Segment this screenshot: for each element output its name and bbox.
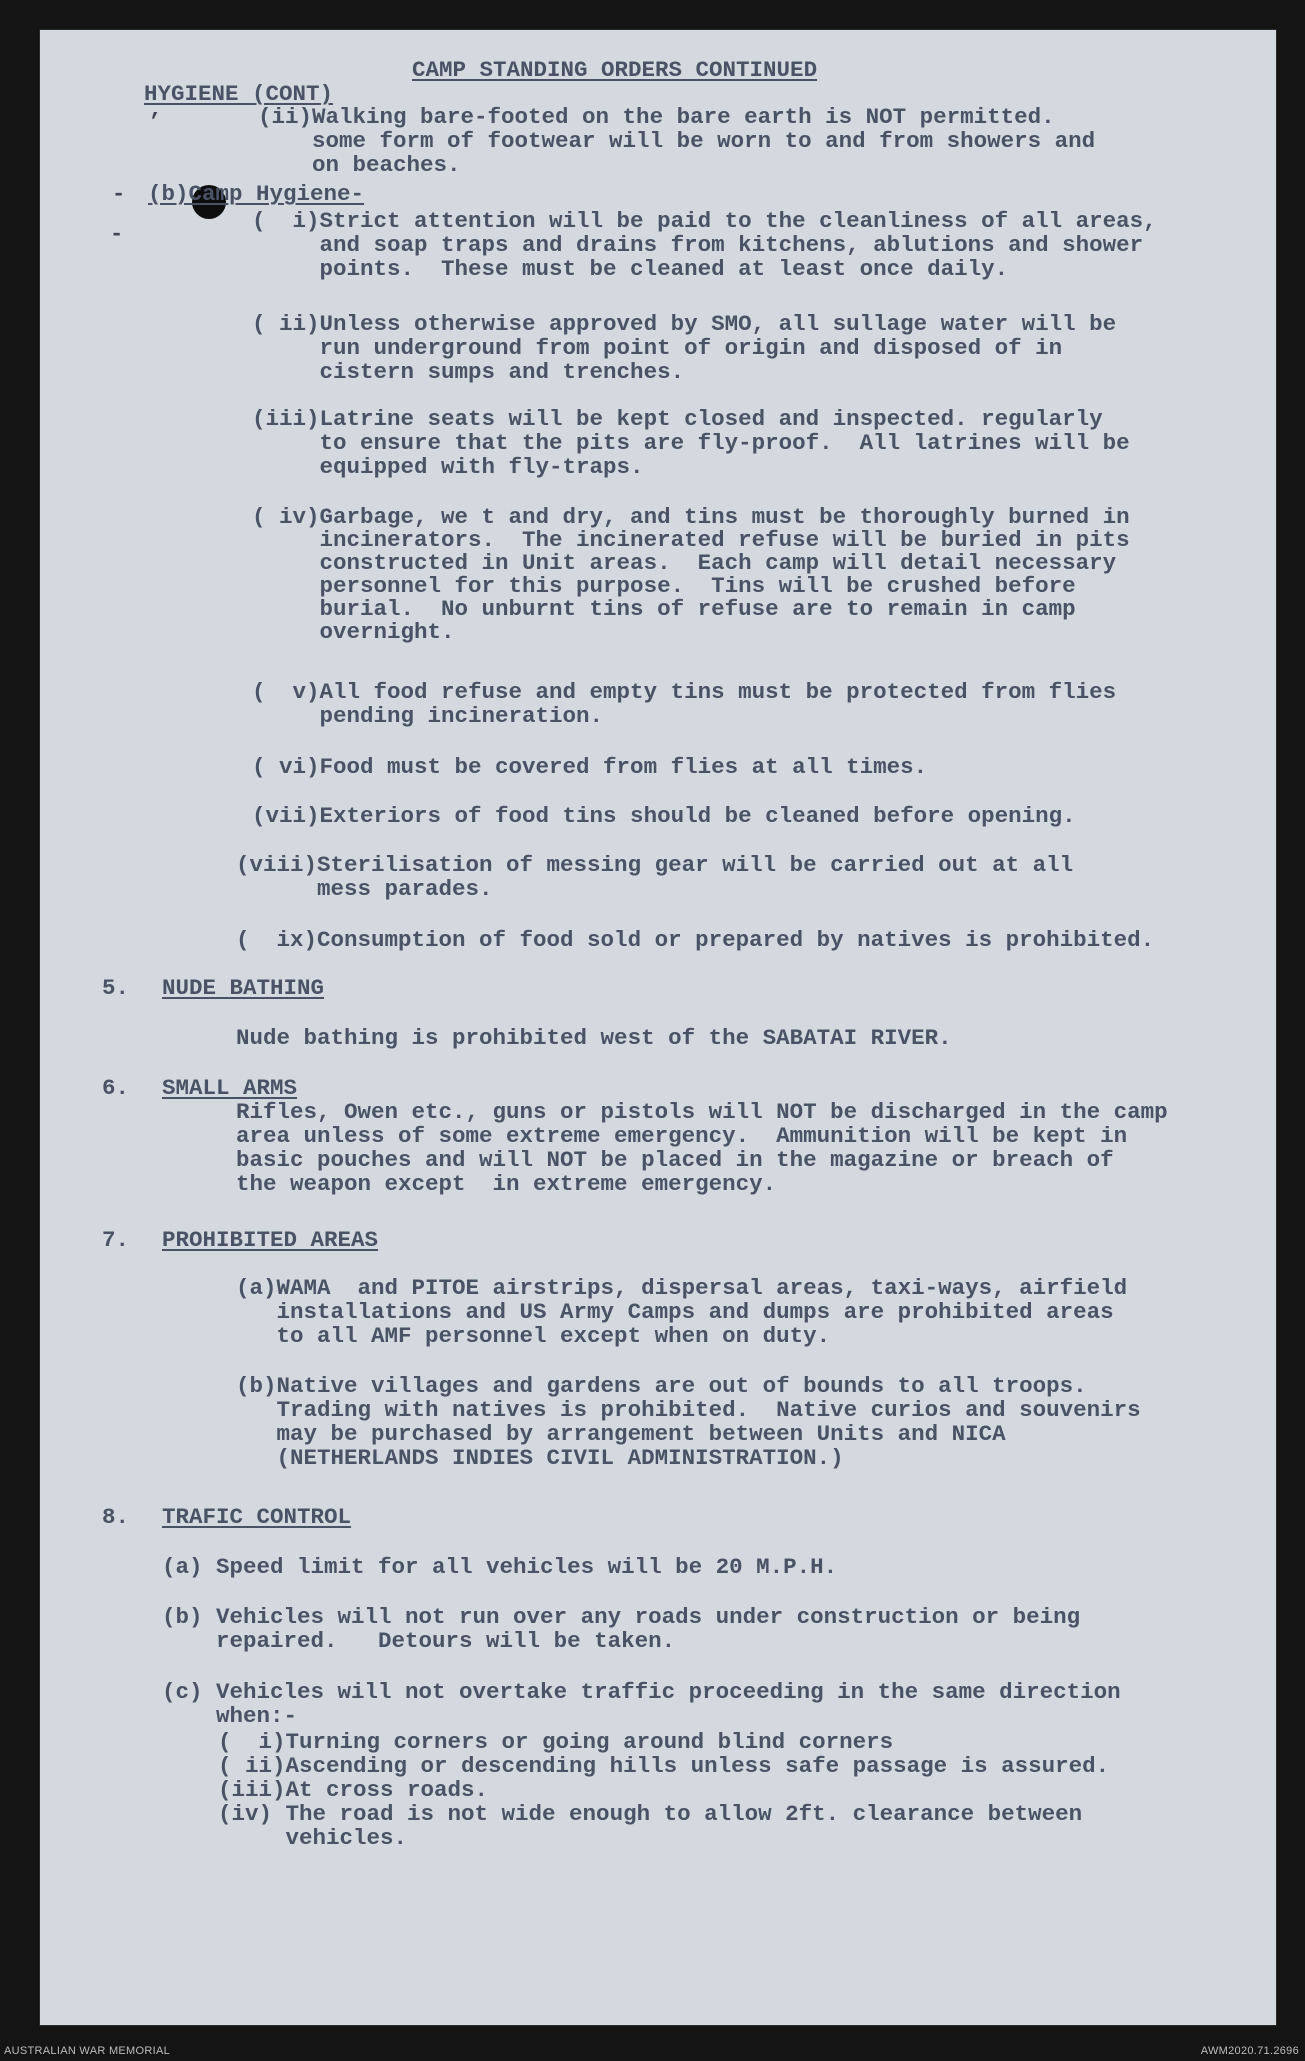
- paragraph-line: and soap traps and drains from kitchens, ablutions and shower: [252, 232, 1144, 258]
- footer-accession-number: AWM2020.71.2696: [1200, 2045, 1299, 2057]
- paragraph-line: installations and US Army Camps and dumps are prohibited areas: [236, 1299, 1114, 1325]
- paragraph-line: ( ii)Unless otherwise approved by SMO, all sullage water will be: [252, 311, 1117, 337]
- paragraph-line: the weapon except in extreme emergency.: [236, 1171, 777, 1197]
- paragraph-line: (b) Vehicles will not run over any roads under construction or being: [162, 1604, 1081, 1630]
- hygiene-heading: HYGIENE (CONT): [144, 81, 334, 107]
- paragraph-line: (NETHERLANDS INDIES CIVIL ADMINISTRATION.): [236, 1445, 844, 1471]
- paragraph-line: (a)WAMA and PITOE airstrips, dispersal areas, taxi-ways, airfield: [236, 1275, 1128, 1301]
- section-heading: PROHIBITED AREAS: [162, 1227, 379, 1253]
- paragraph-line: (iii)Latrine seats will be kept closed and inspected. regularly: [252, 406, 1103, 432]
- paragraph-line: repaired. Detours will be taken.: [162, 1628, 676, 1654]
- paragraph-line: ( ix)Consumption of food sold or prepared by natives is prohibited.: [236, 927, 1155, 953]
- paragraph-line: (iii)At cross roads.: [218, 1777, 489, 1803]
- section-number: 8.: [102, 1504, 130, 1530]
- paragraph-line: to all AMF personnel except when on duty.: [236, 1323, 831, 1349]
- paragraph-line: ( i)Turning corners or going around blind corners: [218, 1729, 894, 1755]
- paragraph-line: Rifles, Owen etc., guns or pistols will NOT be discharged in the camp: [236, 1099, 1168, 1125]
- margin-mark: ’: [148, 110, 162, 135]
- paragraph-line: run underground from point of origin and disposed of in: [252, 335, 1063, 361]
- paragraph-line: vehicles.: [218, 1825, 408, 1851]
- paragraph-line: overnight.: [252, 619, 455, 645]
- paragraph-line: ( vi)Food must be covered from flies at all times.: [252, 754, 928, 780]
- paragraph-line: (a) Speed limit for all vehicles will be 20 M.P.H.: [162, 1554, 838, 1580]
- paragraph-line: (ii)Walking bare-footed on the bare earth is NOT permitted.: [258, 104, 1055, 130]
- paragraph-line: when:-: [162, 1703, 298, 1729]
- margin-mark: -: [110, 222, 124, 247]
- paragraph-line: Nude bathing is prohibited west of the SABATAI RIVER.: [236, 1025, 952, 1051]
- paragraph-line: may be purchased by arrangement between Units and NICA: [236, 1421, 1006, 1447]
- paragraph-line: personnel for this purpose. Tins will be crushed before: [252, 573, 1076, 599]
- paragraph-line: ( ii)Ascending or descending hills unless safe passage is assured.: [218, 1753, 1110, 1779]
- paragraph-line: Trading with natives is prohibited. Native curios and souvenirs: [236, 1397, 1141, 1423]
- paragraph-line: (viii)Sterilisation of messing gear will be carried out at all: [236, 852, 1074, 878]
- paragraph-line: (c) Vehicles will not overtake traffic proceeding in the same direction: [162, 1679, 1121, 1705]
- paragraph-line: to ensure that the pits are fly-proof. All latrines will be: [252, 430, 1130, 456]
- paragraph-line: cistern sumps and trenches.: [252, 359, 685, 385]
- section-number: 6.: [102, 1075, 130, 1101]
- paragraph-line: (iv) The road is not wide enough to allow 2ft. clearance between: [218, 1801, 1083, 1827]
- document-body: [40, 30, 1276, 2025]
- paragraph-line: constructed in Unit areas. Each camp will detail necessary: [252, 550, 1117, 576]
- paragraph-line: (b)Native villages and gardens are out of bounds to all troops.: [236, 1373, 1087, 1399]
- section-number: 5.: [102, 975, 130, 1001]
- document-page: [40, 30, 1276, 2025]
- section-number: 7.: [102, 1227, 130, 1253]
- section-heading: SMALL ARMS: [162, 1075, 298, 1101]
- paragraph-line: area unless of some extreme emergency. Ammunition will be kept in: [236, 1123, 1128, 1149]
- camp-hygiene-heading: (b)Camp Hygiene-: [148, 181, 365, 207]
- paragraph-line: burial. No unburnt tins of refuse are to remain in camp: [252, 596, 1076, 622]
- paragraph-line: on beaches.: [258, 152, 461, 178]
- section-heading: NUDE BATHING: [162, 975, 325, 1001]
- document-title: CAMP STANDING ORDERS CONTINUED: [412, 57, 818, 83]
- margin-mark: -: [112, 182, 126, 207]
- paragraph-line: ( iv)Garbage, we t and dry, and tins must be thoroughly burned in: [252, 504, 1130, 530]
- paragraph-line: (vii)Exteriors of food tins should be cleaned before opening.: [252, 803, 1076, 829]
- footer-archive-name: AUSTRALIAN WAR MEMORIAL: [4, 2045, 171, 2057]
- paragraph-line: ( v)All food refuse and empty tins must be protected from flies: [252, 679, 1117, 705]
- section-heading: TRAFIC CONTROL: [162, 1504, 352, 1530]
- paragraph-line: pending incineration.: [252, 703, 604, 729]
- paragraph-line: basic pouches and will NOT be placed in the magazine or breach of: [236, 1147, 1114, 1173]
- paragraph-line: points. These must be cleaned at least once daily.: [252, 256, 1009, 282]
- paragraph-line: incinerators. The incinerated refuse will be buried in pits: [252, 527, 1130, 553]
- paragraph-line: ( i)Strict attention will be paid to the cleanliness of all areas,: [252, 208, 1157, 234]
- paragraph-line: mess parades.: [236, 876, 493, 902]
- paragraph-line: some form of footwear will be worn to and from showers and: [258, 128, 1096, 154]
- paragraph-line: equipped with fly-traps.: [252, 454, 644, 480]
